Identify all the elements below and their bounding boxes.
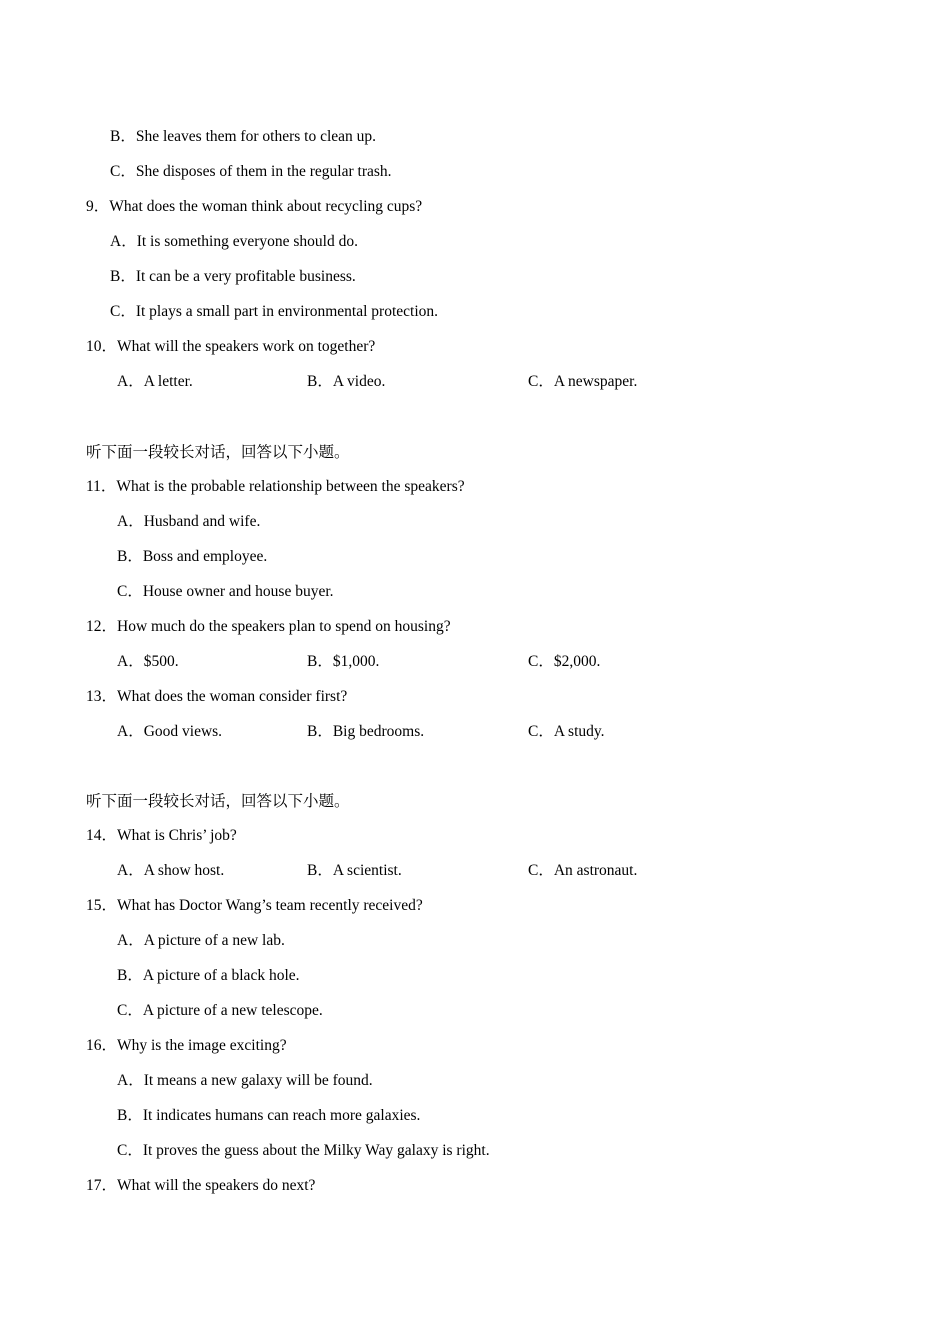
q16-option-b: B．It indicates humans can reach more galaxies. [117,1107,421,1124]
q9-option-c: C．It plays a small part in environmental protection. [110,303,439,320]
q13-options [117,722,817,742]
q17-stem: 17．What will the speakers do next? [86,1177,316,1194]
q13-stem: 13．What does the woman consider first? [86,688,348,705]
q15-option-b: B．A picture of a black hole. [117,967,300,984]
q12-stem: 12．How much do the speakers plan to spend on housing? [86,618,451,635]
q13-option-c: C．A study. [528,723,605,740]
q12-option-b: B．$1,000. [307,653,380,670]
q14-option-c: C．An astronaut. [528,862,638,879]
q10-option-b: B．A video. [307,373,386,390]
q10-stem: 10．What will the speakers work on together? [86,338,376,355]
q8-option-c: C．She disposes of them in the regular trash. [110,163,392,180]
q9-stem: 9．What does the woman think about recycling cups? [86,198,423,215]
q8-option-b: B．She leaves them for others to clean up. [110,128,377,145]
q10-option-a: A．A letter. [117,373,193,390]
q10-options [117,372,817,392]
q15-option-c: C．A picture of a new telescope. [117,1002,323,1019]
q12-options [117,652,817,672]
q12-option-a: A．$500. [117,653,179,670]
q9-option-a: A．It is something everyone should do. [110,233,358,250]
q14-option-a: A．A show host. [117,862,225,879]
q16-option-a: A．It means a new galaxy will be found. [117,1072,373,1089]
q13-option-b: B．Big bedrooms. [307,723,425,740]
q16-option-c: C．It proves the guess about the Milky Way galaxy is right. [117,1142,490,1159]
q11-stem: 11．What is the probable relationship between the speakers? [86,478,465,495]
q12-option-c: C．$2,000. [528,653,601,670]
q11-option-c: C．House owner and house buyer. [117,583,334,600]
q10-option-c: C．A newspaper. [528,373,638,390]
q13-option-a: A．Good views. [117,723,223,740]
section-instruction: 听下面一段较长对话，回答以下小题。 [86,793,350,810]
section-instruction: 听下面一段较长对话，回答以下小题。 [86,444,350,461]
q14-options [117,861,817,881]
q9-option-b: B．It can be a very profitable business. [110,268,356,285]
q11-option-b: B．Boss and employee. [117,548,268,565]
q15-stem: 15．What has Doctor Wang’s team recently received? [86,897,423,914]
q14-option-b: B．A scientist. [307,862,402,879]
q11-option-a: A．Husband and wife. [117,513,261,530]
q16-stem: 16．Why is the image exciting? [86,1037,287,1054]
q14-stem: 14．What is Chris’ job? [86,827,237,844]
q15-option-a: A．A picture of a new lab. [117,932,285,949]
